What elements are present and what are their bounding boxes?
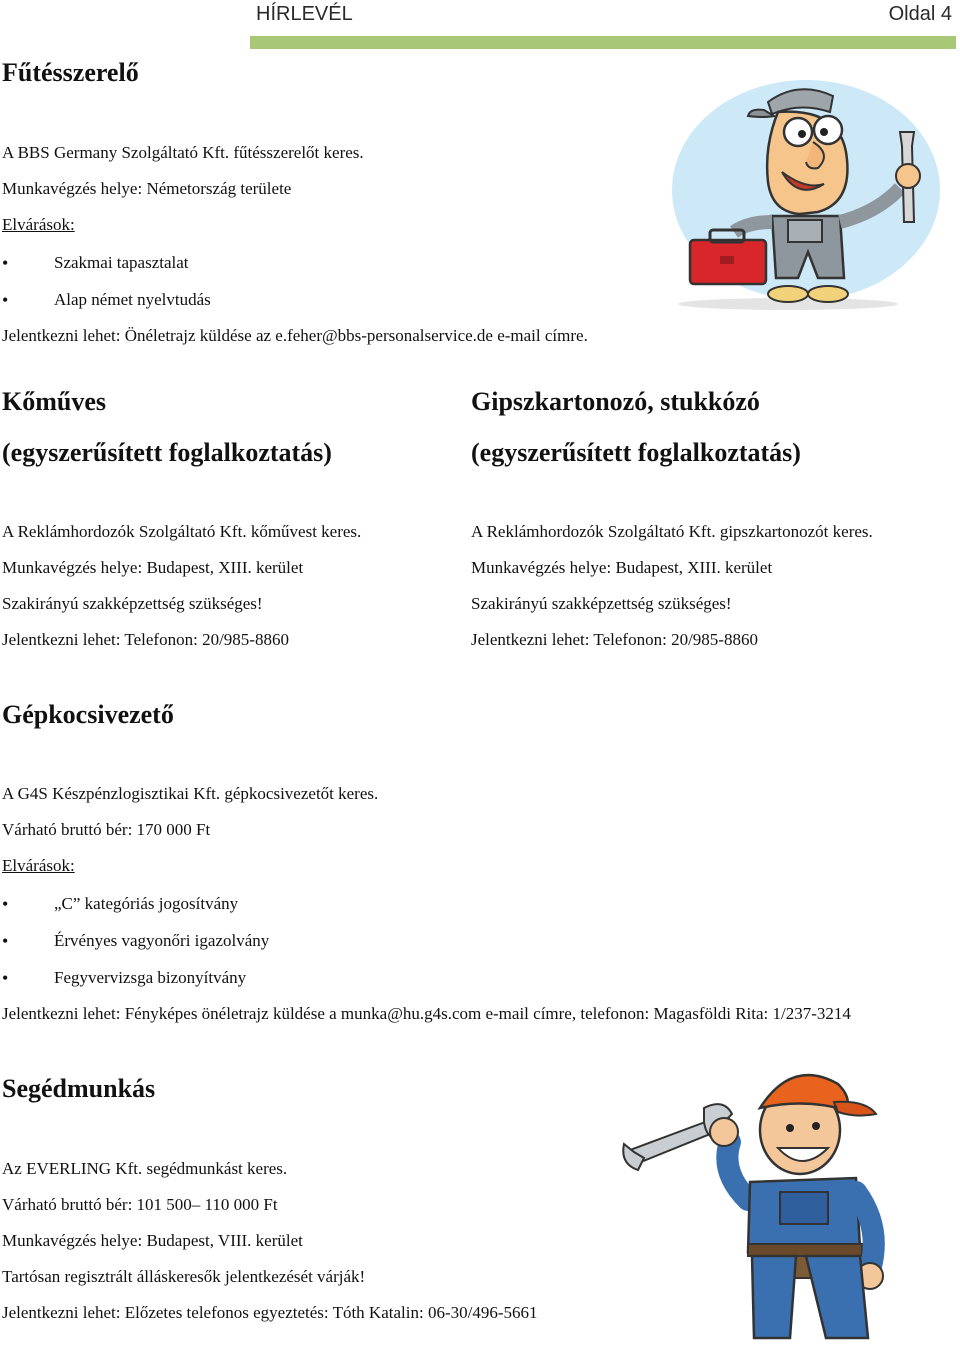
bullet-icon: • <box>2 968 9 988</box>
job-title-segedmunkas: Segédmunkás <box>2 1074 156 1103</box>
job-line: A G4S Készpénzlogisztikai Kft. gépkocsivezetőt keres. <box>2 784 379 803</box>
list-item <box>2 894 502 914</box>
bullet-icon: • <box>2 253 9 273</box>
list-item <box>2 253 502 273</box>
job-line: Szakirányú szakképzettség szükséges! <box>471 594 732 613</box>
plumber-illustration <box>668 72 946 314</box>
list-item <box>2 290 502 310</box>
job-line: Munkavégzés helye: Budapest, XIII. kerület <box>2 558 304 577</box>
page-number: Oldal 4 <box>888 3 952 25</box>
job-title-futesszerelo: Fűtésszerelő <box>2 58 139 87</box>
job-line: A BBS Germany Szolgáltató Kft. fűtésszerelőt keres. <box>2 143 364 162</box>
bullet-icon: • <box>2 931 9 951</box>
list-item <box>2 931 502 951</box>
job-line: A Reklámhordozók Szolgáltató Kft. kőművest keres. <box>2 522 362 541</box>
job-title-gipszkarton: Gipszkartonozó, stukkózó <box>471 387 760 416</box>
header-title: HÍRLEVÉL <box>256 3 353 25</box>
job-line: Munkavégzés helye: Budapest, XIII. kerület <box>471 558 773 577</box>
apply-line: Jelentkezni lehet: Fényképes önéletrajz küldése a munka@hu.g4s.com e-mail címre, telefonon: Magasföldi Rita: 1/237-3214 <box>2 1004 851 1023</box>
job-line: A Reklámhordozók Szolgáltató Kft. gipszkartonozót keres. <box>471 522 873 541</box>
job-line: Várható bruttó bér: 170 000 Ft <box>2 820 211 839</box>
job-line: Az EVERLING Kft. segédmunkást keres. <box>2 1159 288 1178</box>
job-line: Szakirányú szakképzettség szükséges! <box>2 594 263 613</box>
list-item-text: „C” kategóriás jogosítvány <box>54 894 239 913</box>
job-line: Tartósan regisztrált álláskeresők jelentkezését várják! <box>2 1267 366 1286</box>
list-item-text: Szakmai tapasztalat <box>54 253 189 272</box>
list-item-text: Fegyvervizsga bizonyítvány <box>54 968 247 987</box>
job-line: Várható bruttó bér: 101 500– 110 000 Ft <box>2 1195 278 1214</box>
job-line: Munkavégzés helye: Németország területe <box>2 179 292 198</box>
job-line: Munkavégzés helye: Budapest, VIII. kerület <box>2 1231 303 1250</box>
list-item-text: Alap német nyelvtudás <box>54 290 211 309</box>
bullet-icon: • <box>2 894 9 914</box>
job-title-komuves: Kőműves <box>2 387 106 416</box>
job-line: Jelentkezni lehet: Telefonon: 20/985-8860 <box>2 630 289 649</box>
job-line: Jelentkezni lehet: Telefonon: 20/985-8860 <box>471 630 758 649</box>
job-line: Jelentkezni lehet: Előzetes telefonos egyeztetés: Tóth Katalin: 06-30/496-5661 <box>2 1303 538 1322</box>
job-subtitle-komuves: (egyszerűsített foglalkoztatás) <box>2 438 332 467</box>
job-title-gepkocsivezeto: Gépkocsivezető <box>2 700 174 729</box>
requirements-label: Elvárások: <box>2 856 75 875</box>
requirements-label: Elvárások: <box>2 215 75 234</box>
header-bar <box>250 36 956 49</box>
bullet-icon: • <box>2 290 9 310</box>
apply-line: Jelentkezni lehet: Önéletrajz küldése az e.feher@bbs-personalservice.de e-mail címre. <box>2 326 588 345</box>
list-item-text: Érvényes vagyonőri igazolvány <box>54 931 270 950</box>
mechanic-illustration <box>620 1052 956 1344</box>
list-item <box>2 968 502 988</box>
job-subtitle-gipszkarton: (egyszerűsített foglalkoztatás) <box>471 438 801 467</box>
